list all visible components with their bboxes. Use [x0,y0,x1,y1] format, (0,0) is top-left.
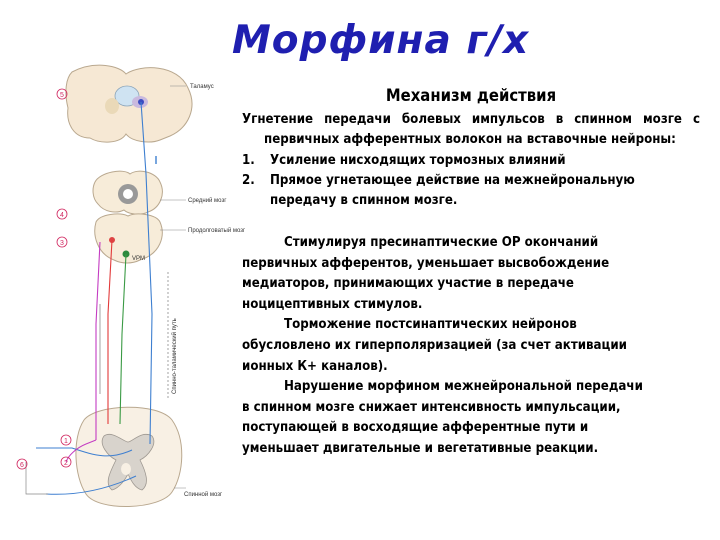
list-number: 1. [242,153,255,168]
slide-title: Морфина г/х [232,18,530,63]
label-spinal-cord: Спинной мозг [184,492,223,498]
mechanism-list-item [242,151,700,171]
mechanism-lead-text: Угнетение передачи болевых импульсов в спинном мозге с первичных афферентных волокон на вставочные нейроны: [242,112,700,147]
label-midbrain: Средний мозг [188,198,227,204]
marker-6: 6 [20,462,24,469]
marker-2: 2 [64,460,68,467]
spinal-cord-section-illustration [76,407,182,506]
paragraph-presynaptic: Стимулируя пресинаптические ОР окончаний первичных афферентов, уменьшает высвобождение медиаторов, принимающих участие в передаче ноцицептивных стимулов. [242,235,610,312]
mechanism-text-block [242,86,700,460]
label-pons: Продолговатый мозг [188,228,246,234]
pain-pathway-diagram [0,64,246,540]
marker-1: 1 [64,438,68,445]
mechanism-heading: Механизм действия [385,86,557,105]
list-text: Прямое угнетающее действие на межнейрональную передачу в спинном мозге. [270,173,635,208]
marker-3: 3 [60,240,64,247]
list-text: Усиление нисходящих тормозных влияний [270,153,566,168]
label-pathway: Спинно-таламический путь [172,318,178,394]
paragraph-transmission: Нарушение морфином межнейрональной передачи в спинном мозге снижает интенсивность импульсации, поступающей в восходящие афферентные пути и уменьшает двигательные и вегетативные реакции. [242,379,643,456]
mechanism-list [242,151,700,211]
marker-5: 5 [60,92,64,99]
midbrain-section-illustration [93,171,162,263]
marker-4: 4 [60,212,64,219]
step-markers [17,89,71,469]
label-thalamus: Таламус [190,84,214,90]
label-vpm: VPM [132,256,146,262]
paragraph-postsynaptic: Торможение постсинаптических нейронов обусловлено их гиперполяризацией (за счет активации ионных К+ каналов). [242,317,627,374]
list-number: 2. [242,173,255,188]
mechanism-lead [242,110,700,150]
brain-section-illustration [66,65,192,142]
mechanism-list-item [242,171,700,211]
